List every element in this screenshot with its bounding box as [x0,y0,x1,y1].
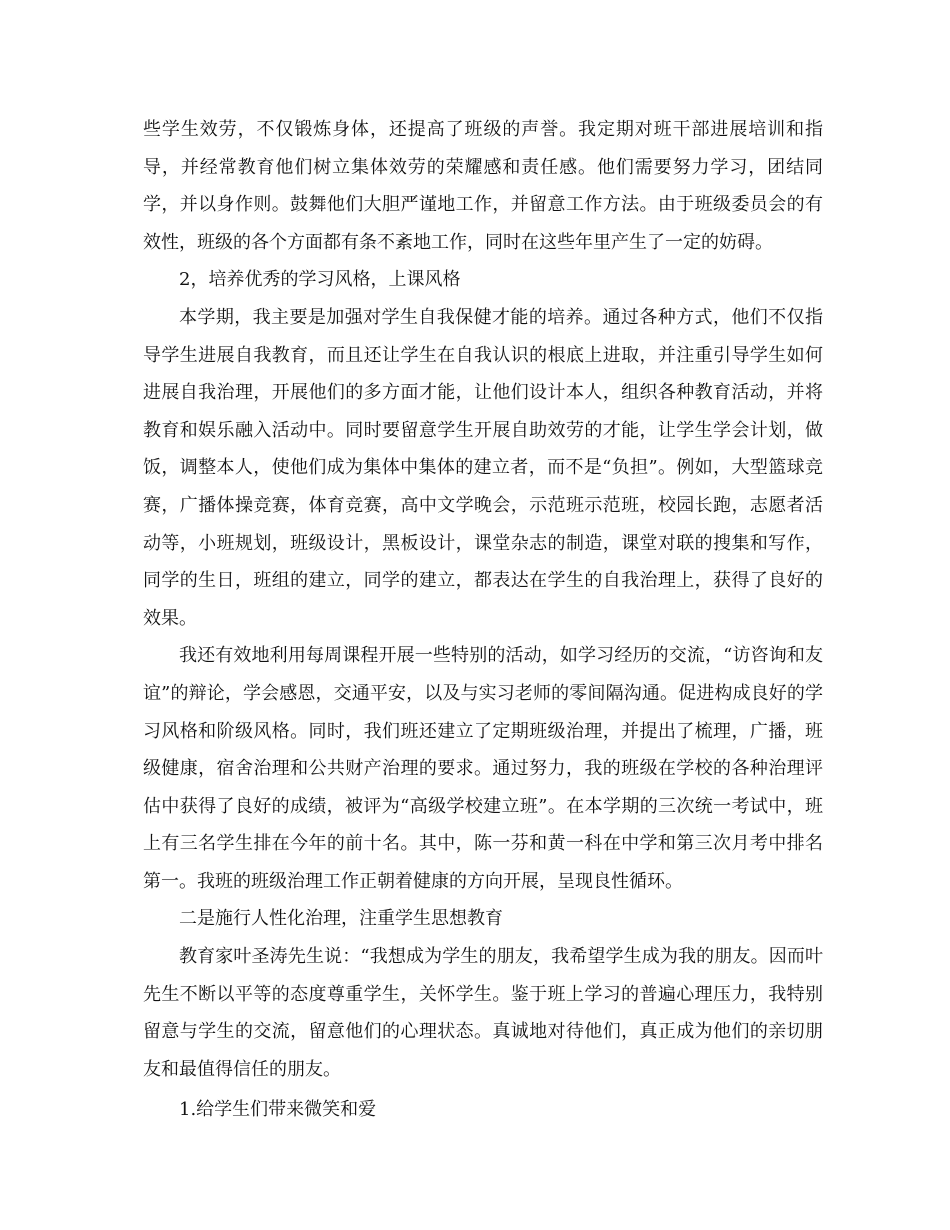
paragraph-educator-quote: 教育家叶圣涛先生说：“我想成为学生的朋友，我希望学生成为我的朋友。因而叶先生不断以平等的态度尊重学生，关怀学生。鉴于班上学习的普遍心理压力，我特别留意与学生的交流，留意他们的心理状态。真诚地对待他们，真正成为他们的亲切朋友和最值得信任的朋友。 [143,946,823,1080]
section-heading-humanized-management: 二是施行人性化治理，注重学生思想教育 [179,908,503,930]
paragraph-weekly-activities: 我还有效地利用每周课程开展一些特别的活动，如学习经历的交流，“访咨询和友谊”的辩论，学会感恩，交通平安，以及与实习老师的零间隔沟通。促进构成良好的学习风格和阶级风格。同时，我们班还建立了定期班级治理，并提出了梳理，广播，班级健康，宿舍治理和公共财产治理的要求。通过努力，我的班级在学校的各种治理评估中获得了良好的成绩，被评为“高级学校建立班”。在本学期的三次统一考试中，班上有三名学生排在今年的前十名。其中，陈一芬和黄一科在中学和第三次月考中排名第一。我班的班级治理工作正朝着健康的方向开展，呈现良性循环。 [143,645,823,892]
paragraph-class-committee: 些学生效劳，不仅锻炼身体，还提高了班级的声誉。我定期对班干部进展培训和指导，并经常教育他们树立集体效劳的荣耀感和责任感。他们需要努力学习，团结同学，并以身作则。鼓舞他们大胆严谨地工作，并留意工作方法。由于班级委员会的有效性，班级的各个方面都有条不紊地工作，同时在这些年里产生了一定的妨碍。 [143,119,823,253]
subheading-smile-and-love: 1.给学生们带来微笑和爱 [179,1099,377,1121]
paragraph-self-management: 本学期，我主要是加强对学生自我保健才能的培养。通过各种方式，他们不仅指导学生进展自我教育，而且还让学生在自我认识的根底上进取，并注重引导学生如何进展自我治理，开展他们的多方面才能，让他们设计本人，组织各种教育活动，并将教育和娱乐融入活动中。同时要留意学生开展自助效劳的才能，让学生学会计划，做饭，调整本人，使他们成为集体中集体的建立者，而不是“负担”。例如，大型篮球竞赛，广播体操竞赛，体育竞赛，高中文学晚会，示范班示范班，校园长跑，志愿者活动等，小班规划，班级设计，黑板设计，课堂杂志的制造，课堂对联的搜集和写作，同学的生日，班组的建立，同学的建立，都表达在学生的自我治理上，获得了良好的效果。 [143,306,823,629]
section-heading-study-style: 2，培养优秀的学习风格，上课风格 [179,269,461,291]
document-body [143,111,823,1129]
